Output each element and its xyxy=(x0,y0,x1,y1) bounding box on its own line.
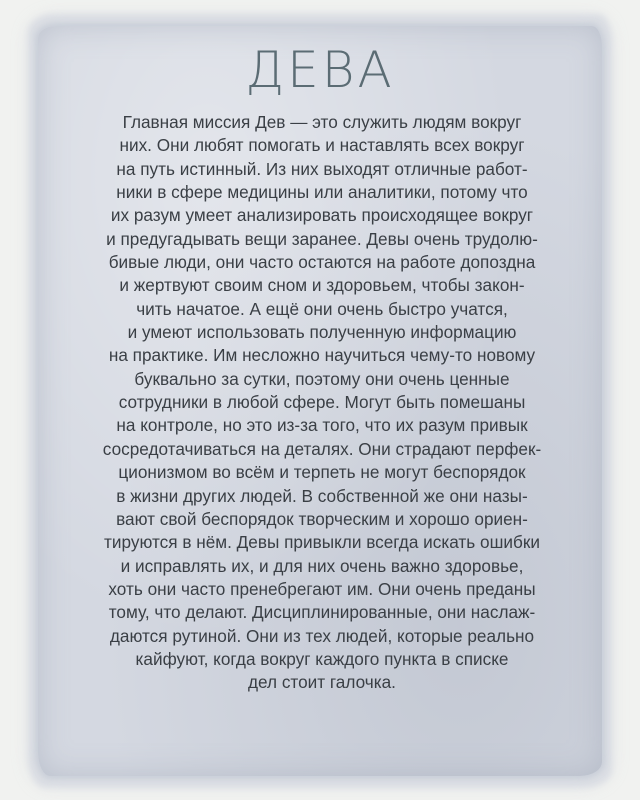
text-line: кайфуют, когда вокруг каждого пункта в списке xyxy=(135,648,509,669)
body-text xyxy=(62,111,582,695)
text-line: дел стоит галочка. xyxy=(248,672,396,693)
text-line: хоть они часто пренебрегают им. Они очень преданы xyxy=(108,578,536,599)
text-line: тому, что делают. Дисциплинированные, они наслаж- xyxy=(108,602,536,623)
text-line: буквально за сутки, поэтому они очень ценные xyxy=(134,368,510,389)
text-line: тируются в нём. Девы привыкли всегда искать ошибки xyxy=(104,532,540,553)
text-line: сосредотачиваться на деталях. Они страдают перфек- xyxy=(102,438,542,459)
text-line: них. Они любят помогать и наставлять всех вокруг xyxy=(119,135,525,156)
text-line: даются рутиной. Они из тех людей, которые реально xyxy=(109,625,535,646)
text-line: на путь истинный. Из них выходят отличные работ- xyxy=(116,158,528,179)
page-title: ДЕВА xyxy=(245,41,395,99)
text-line: и жертвуют своим сном и здоровьем, чтобы закон- xyxy=(119,275,525,296)
text-line: и исправлять их, и для них очень важно здоровье, xyxy=(120,555,524,576)
text-line: на контроле, но это из-за того, что их разум привык xyxy=(116,415,528,436)
text-line: чить начатое. А ещё они очень быстро учатся, xyxy=(136,298,508,319)
text-line: ционизмом во всём и терпеть не могут беспорядок xyxy=(118,462,526,483)
text-line: и предугадывать вещи заранее. Девы очень трудолю- xyxy=(106,228,538,249)
text-line: сотрудники в любой сфере. Могут быть помешаны xyxy=(118,392,526,413)
text-line: вают свой беспорядок творческим и хорошо ориен- xyxy=(116,508,528,529)
text-line: и умеют использовать полученную информацию xyxy=(127,322,517,343)
text-line: их разум умеет анализировать происходящее вокруг xyxy=(110,205,534,226)
text-line: ники в сфере медицины или аналитики, потому что xyxy=(116,182,528,203)
text-line: бивые люди, они часто остаются на работе допоздна xyxy=(108,252,536,273)
text-line: на практике. Им несложно научиться чему-то новому xyxy=(108,345,536,366)
text-line: в жизни других людей. В собственной же они назы- xyxy=(116,485,528,506)
text-line: Главная миссия Дев — это служить людям вокруг xyxy=(122,112,522,132)
